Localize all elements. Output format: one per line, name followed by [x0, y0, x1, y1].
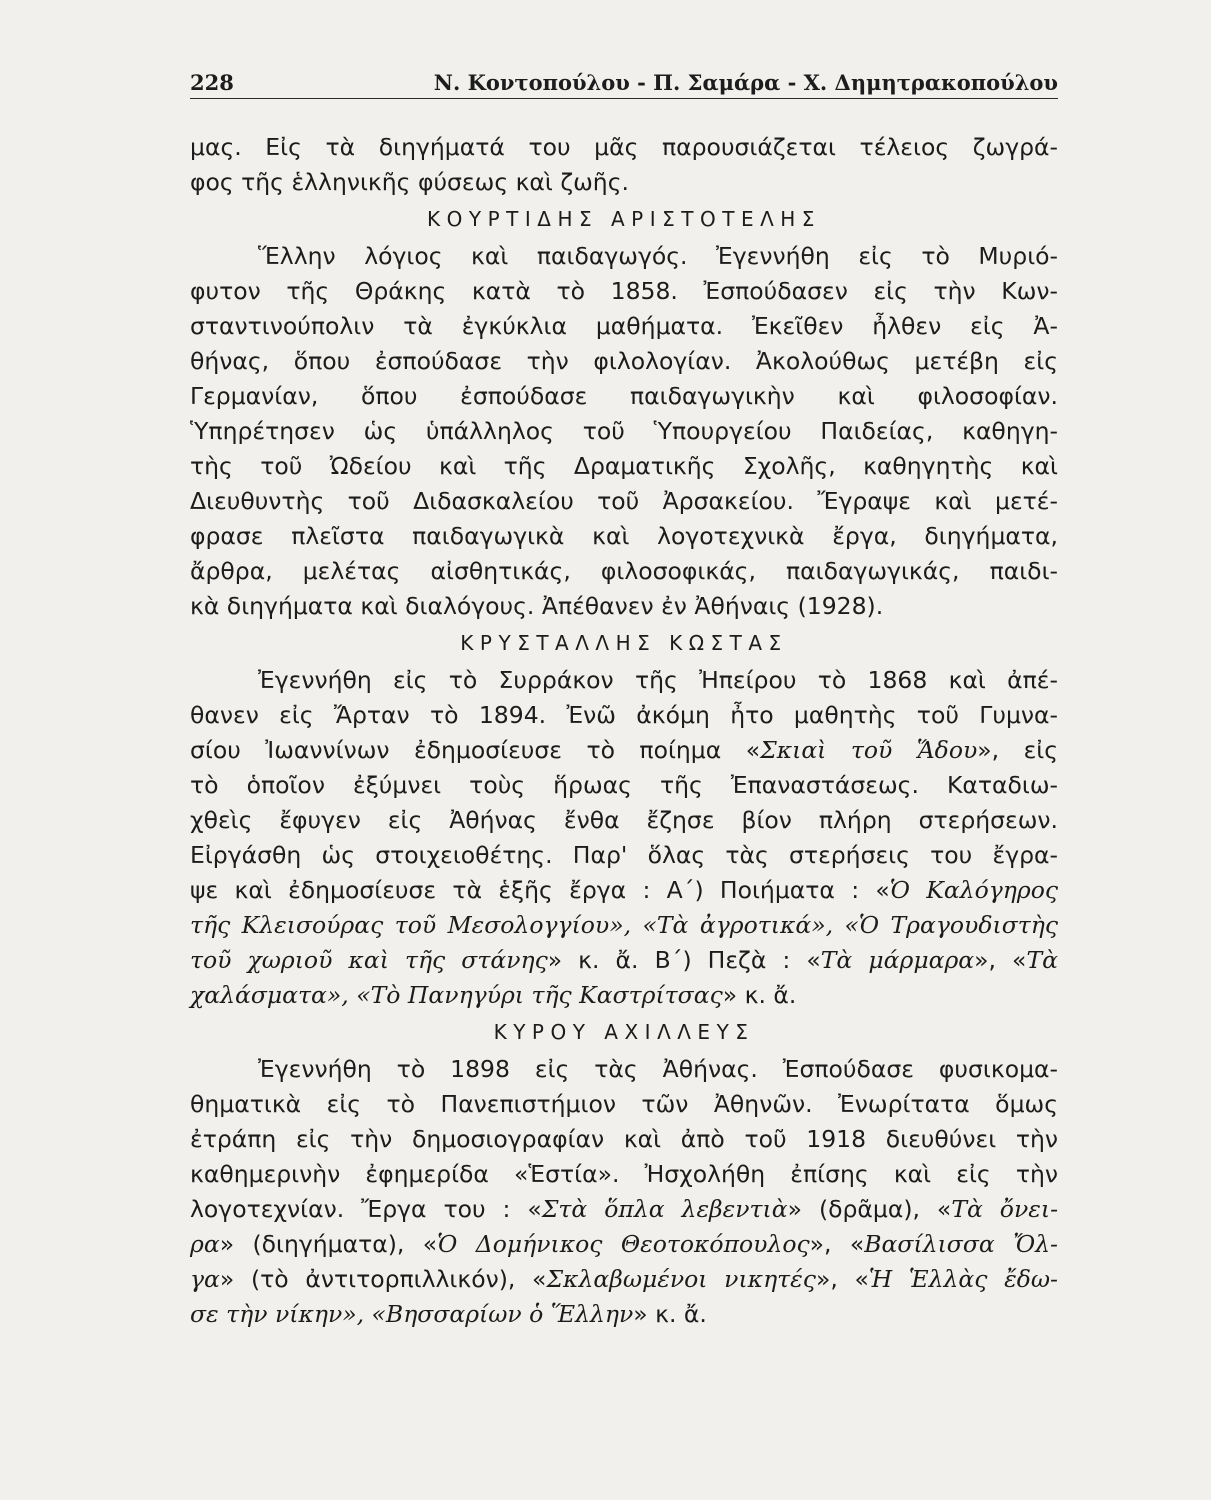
text-segment: » κ. ἄ. Β΄) Πεζὰ : «	[547, 946, 821, 974]
text-line: Ὑπηρέτησεν ὡς ὑπάλληλος τοῦ Ὑπουργείου Παιδείας, καθηγη-	[190, 417, 1058, 445]
text-segment: ψε καὶ ἐδημοσίευσε τὰ ἑξῆς ἔργα : Α΄) Ποιήματα : «	[190, 876, 890, 904]
running-title: Ν. Κοντοπούλου - Π. Σαμάρα - Χ. Δημητρακοπούλου	[433, 70, 1058, 95]
text-line	[190, 1297, 1058, 1332]
text-segment: » κ. ἄ.	[633, 1300, 707, 1328]
italic-title: Βασίλισσα Ὄλ-	[864, 1230, 1058, 1258]
text-line: σταντινούπολιν τὰ ἐγκύκλια μαθήματα. Ἐκεῖθεν ἦλθεν εἰς Ἀ-	[190, 312, 1058, 340]
text-line	[190, 1262, 1058, 1297]
text-segment: », «	[809, 1230, 865, 1258]
text-line: θήνας, ὅπου ἐσπούδασε τὴν φιλολογίαν. Ἀκολούθως μετέβη εἰς	[190, 347, 1058, 375]
text-line: Ἐγεννήθη εἰς τὸ Συρράκον τῆς Ἠπείρου τὸ 1868 καὶ ἀπέ-	[258, 666, 1058, 694]
page-body	[190, 130, 1058, 1332]
italic-title: γα	[190, 1265, 220, 1293]
text-line: ἐτράπη εἰς τὴν δημοσιογραφίαν καὶ ἀπὸ τοῦ 1918 διευθύνει τὴν	[190, 1125, 1058, 1153]
text-line: κὰ διηγήματα καὶ διαλόγους. Ἀπέθανεν ἐν Ἀθήναις (1928).	[190, 592, 884, 620]
italic-title: χαλάσματα», «Τὸ Πανηγύρι τῆς Καστρίτσας	[190, 981, 723, 1009]
italic-title: τῆς Κλεισούρας τοῦ Μεσολογγίου», «Τὰ ἀγροτικά», «Ὁ Τραγουδιστὴς	[190, 911, 1058, 939]
text-segment: », εἰς	[977, 736, 1059, 764]
italic-title: Τὰ ὄνει-	[951, 1195, 1059, 1223]
page-number: 228	[190, 70, 234, 95]
text-line: φος τῆς ἑλληνικῆς φύσεως καὶ ζωῆς.	[190, 168, 629, 196]
text-segment: », «	[815, 1265, 869, 1293]
italic-title: Σκλαβωμένοι νικητές	[546, 1265, 816, 1293]
italic-title: Ὁ Καλόγηρος	[889, 876, 1059, 904]
text-line: Ἕλλην λόγιος καὶ παιδαγωγός. Ἐγεννήθη εἰς τὸ Μυριό-	[258, 242, 1058, 270]
text-line: φρασε πλεῖστα παιδαγωγικὰ καὶ λογοτεχνικὰ ἔργα, διηγήματα,	[190, 522, 1058, 550]
italic-title: Τὰ	[1026, 946, 1058, 974]
text-segment: », «	[974, 946, 1027, 974]
text-segment: » (διηγήματα), «	[219, 1230, 438, 1258]
text-line: θηματικὰ εἰς τὸ Πανεπιστήμιον τῶν Ἀθηνῶν. Ἐνωρίτατα ὅμως	[190, 1090, 1058, 1118]
italic-title: Στὰ ὅπλα λεβεντιὰ	[541, 1195, 788, 1223]
italic-title: σε τὴν νίκην», «Βησσαρίων ὁ Ἕλλην	[190, 1300, 634, 1328]
text-line: Διευθυντὴς τοῦ Διδασκαλείου τοῦ Ἀρσακείου. Ἔγραψε καὶ μετέ-	[190, 487, 1058, 515]
italic-title: Σκιαὶ τοῦ Ἅδου	[760, 736, 978, 764]
text-line: Ἐγεννήθη τὸ 1898 εἰς τὰς Ἀθήνας. Ἐσπούδασε φυσικομα-	[258, 1055, 1058, 1083]
text-segment: » (δρᾶμα), «	[787, 1195, 952, 1223]
text-segment: » (τὸ ἀντιτορπιλλικόν), «	[219, 1265, 547, 1293]
italic-title: Τὰ μάρμαρα	[820, 946, 975, 974]
text-line: χθεὶς ἔφυγεν εἰς Ἀθήνας ἔνθα ἔζησε βίον πλήρη στερήσεων.	[190, 806, 1058, 834]
text-line: φυτον τῆς Θράκης κατὰ τὸ 1858. Ἐσπούδασεν εἰς τὴν Κων-	[190, 277, 1058, 305]
entry-heading: ΚΥΡΟΥ ΑΧΙΛΛΕΥΣ	[493, 1020, 755, 1044]
italic-title: Ἡ Ἑλλὰς ἔδω-	[868, 1265, 1058, 1293]
text-line	[190, 978, 1058, 1013]
text-line	[190, 873, 1058, 908]
text-line	[190, 1227, 1058, 1262]
text-line: Γερμανίαν, ὅπου ἐσπούδασε παιδαγωγικὴν καὶ φιλοσοφίαν.	[190, 382, 1058, 410]
entry-heading: ΚΟΥΡΤΙΔΗΣ ΑΡΙΣΤΟΤΕΛΗΣ	[427, 207, 821, 231]
text-line: ἄρθρα, μελέτας αἰσθητικάς, φιλοσοφικάς, παιδαγωγικάς, παιδι-	[190, 557, 1058, 585]
italic-title: Ὁ Δομήνικος Θεοτοκόπουλος	[437, 1230, 810, 1258]
text-line	[190, 733, 1058, 768]
text-line: τὸ ὁποῖον ἐξύμνει τοὺς ἥρωας τῆς Ἐπαναστάσεως. Καταδιω-	[190, 771, 1058, 799]
text-segment: » κ. ἄ.	[722, 981, 797, 1009]
text-line: τὴς τοῦ Ὠδείου καὶ τῆς Δραματικῆς Σχολῆς, καθηγητὴς καὶ	[190, 452, 1058, 480]
text-segment: σίου Ἰωαννίνων ἐδημοσίευσε τὸ ποίημα «	[190, 736, 761, 764]
text-line	[190, 943, 1058, 978]
text-line	[190, 908, 1058, 943]
text-line: θανεν εἰς Ἄρταν τὸ 1894. Ἐνῶ ἀκόμη ἦτο μαθητὴς τοῦ Γυμνα-	[190, 701, 1058, 729]
text-line	[190, 1192, 1058, 1227]
text-line: καθημερινὴν ἐφημερίδα «Ἑστία». Ἠσχολήθη ἐπίσης καὶ εἰς τὴν	[190, 1160, 1058, 1188]
text-line: μας. Εἰς τὰ διηγήματά του μᾶς παρουσιάζεται τέλειος ζωγρά-	[190, 133, 1058, 161]
text-segment: λογοτεχνίαν. Ἔργα του : «	[190, 1195, 542, 1223]
text-line: Εἰργάσθη ὡς στοιχειοθέτης. Παρ' ὅλας τὰς στερήσεις του ἔγρα-	[190, 841, 1058, 869]
entry-heading: ΚΡΥΣΤΑΛΛΗΣ ΚΩΣΤΑΣ	[460, 631, 788, 655]
page-header	[190, 62, 1058, 99]
italic-title: τοῦ χωριοῦ καὶ τῆς στάνης	[190, 946, 548, 974]
italic-title: ρα	[190, 1230, 220, 1258]
